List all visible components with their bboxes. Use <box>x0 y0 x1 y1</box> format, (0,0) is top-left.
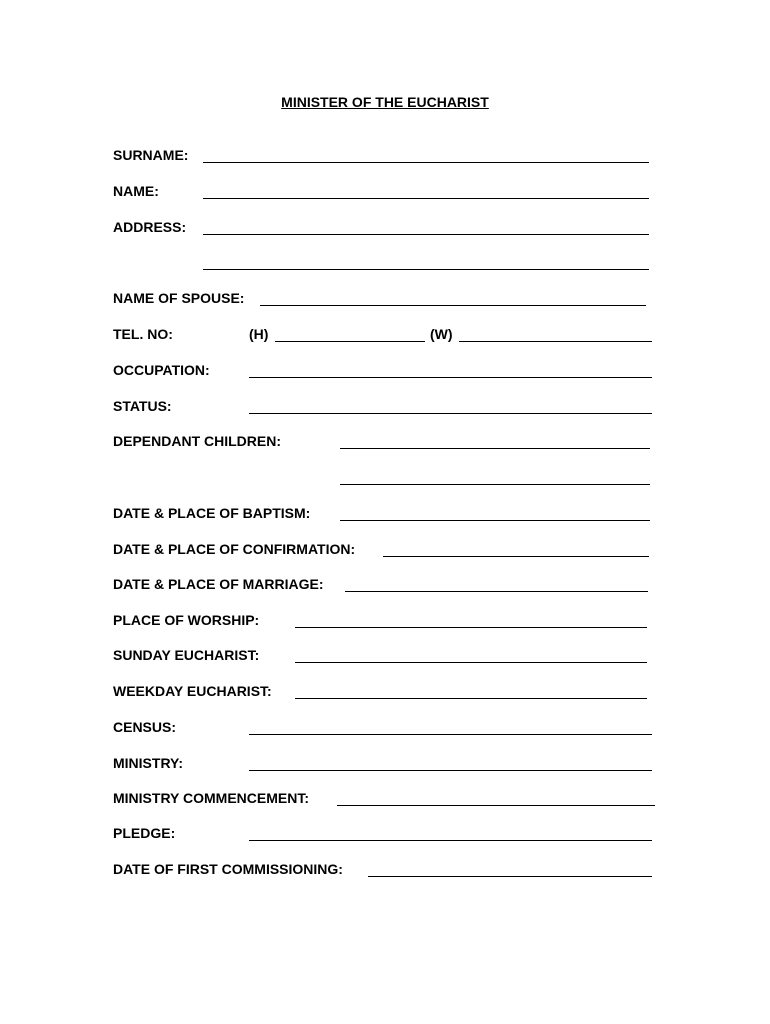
census-label: CENSUS: <box>113 719 177 735</box>
address-field-line-2[interactable] <box>203 269 649 270</box>
surname-field[interactable] <box>203 162 649 163</box>
worship-field[interactable] <box>295 627 647 628</box>
tel-home-label: (H) <box>249 326 269 342</box>
sunday-label: SUNDAY EUCHARIST: <box>113 647 260 663</box>
commencement-label: MINISTRY COMMENCEMENT: <box>113 790 309 806</box>
status-label: STATUS: <box>113 398 172 414</box>
form-title: MINISTER OF THE EUCHARIST <box>281 94 489 110</box>
confirmation-label: DATE & PLACE OF CONFIRMATION: <box>113 541 356 557</box>
commencement-field[interactable] <box>337 805 655 806</box>
address-field-line-1[interactable] <box>203 234 649 235</box>
children-field-line-1[interactable] <box>340 448 650 449</box>
tel-work-label: (W) <box>430 326 453 342</box>
surname-label: SURNAME: <box>113 147 189 163</box>
weekday-field[interactable] <box>295 698 647 699</box>
spouse-label: NAME OF SPOUSE: <box>113 290 245 306</box>
worship-label: PLACE OF WORSHIP: <box>113 612 260 628</box>
baptism-label: DATE & PLACE OF BAPTISM: <box>113 505 311 521</box>
marriage-field[interactable] <box>345 591 648 592</box>
pledge-label: PLEDGE: <box>113 825 176 841</box>
weekday-label: WEEKDAY EUCHARIST: <box>113 683 272 699</box>
tel-label: TEL. NO: <box>113 326 173 342</box>
address-label: ADDRESS: <box>113 219 187 235</box>
occupation-label: OCCUPATION: <box>113 362 210 378</box>
children-field-line-2[interactable] <box>340 484 650 485</box>
tel-work-field[interactable] <box>459 341 652 342</box>
name-field[interactable] <box>203 198 649 199</box>
commissioning-field[interactable] <box>368 876 652 877</box>
census-field[interactable] <box>249 734 652 735</box>
sunday-field[interactable] <box>295 662 647 663</box>
pledge-field[interactable] <box>249 840 652 841</box>
name-label: NAME: <box>113 183 159 199</box>
children-label: DEPENDANT CHILDREN: <box>113 433 281 449</box>
marriage-label: DATE & PLACE OF MARRIAGE: <box>113 576 324 592</box>
occupation-field[interactable] <box>249 377 652 378</box>
status-field[interactable] <box>249 413 652 414</box>
ministry-field[interactable] <box>249 770 652 771</box>
confirmation-field[interactable] <box>383 556 649 557</box>
tel-home-field[interactable] <box>275 341 425 342</box>
commissioning-label: DATE OF FIRST COMMISSIONING: <box>113 861 343 877</box>
spouse-field[interactable] <box>260 305 646 306</box>
ministry-label: MINISTRY: <box>113 755 183 771</box>
baptism-field[interactable] <box>340 520 650 521</box>
